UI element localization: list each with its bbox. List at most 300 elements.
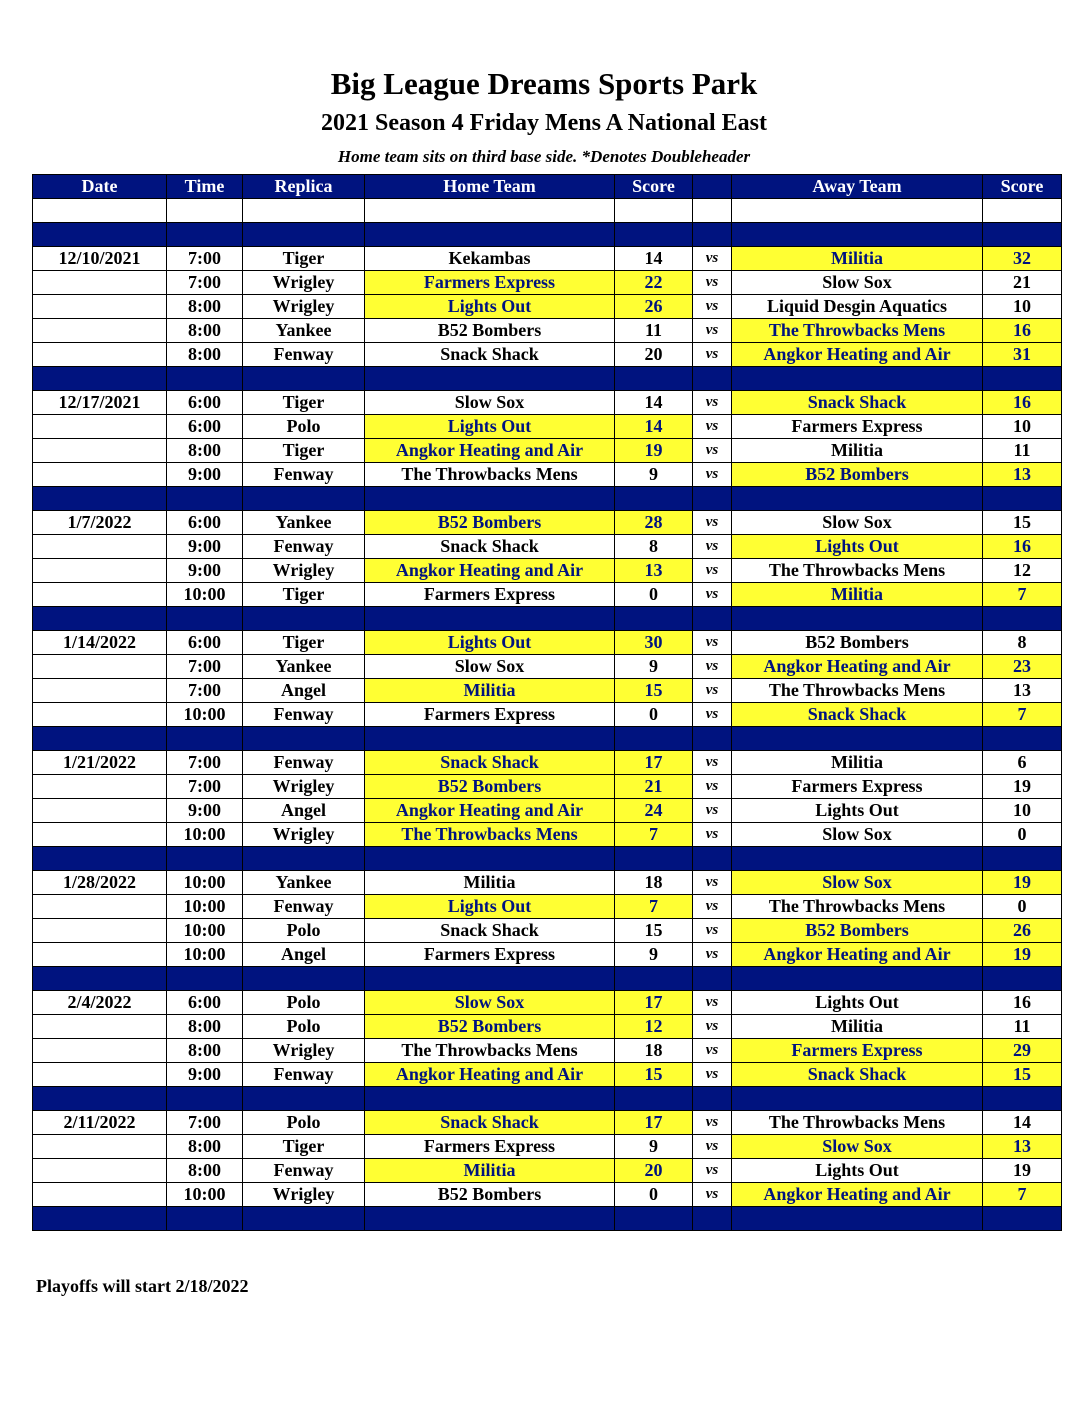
home-team: Angkor Heating and Air xyxy=(365,439,615,463)
game-time: 9:00 xyxy=(167,559,243,583)
away-team: Militia xyxy=(732,751,983,775)
week-separator-cell xyxy=(33,727,167,751)
home-score: 30 xyxy=(615,631,693,655)
week-separator-cell xyxy=(243,1207,365,1231)
game-row xyxy=(33,1135,1062,1159)
week-separator-cell xyxy=(365,727,615,751)
vs-label: vs xyxy=(693,247,732,271)
away-score: 23 xyxy=(983,655,1062,679)
away-team: Lights Out xyxy=(732,799,983,823)
game-time: 8:00 xyxy=(167,439,243,463)
game-replica: Fenway xyxy=(243,1063,365,1087)
away-score: 21 xyxy=(983,271,1062,295)
game-row xyxy=(33,319,1062,343)
game-row xyxy=(33,703,1062,727)
game-time: 10:00 xyxy=(167,943,243,967)
game-time: 10:00 xyxy=(167,919,243,943)
vs-label: vs xyxy=(693,751,732,775)
week-separator-cell xyxy=(732,847,983,871)
game-row xyxy=(33,799,1062,823)
away-score: 11 xyxy=(983,1015,1062,1039)
week-separator-cell xyxy=(365,1207,615,1231)
home-score: 22 xyxy=(615,271,693,295)
week-separator xyxy=(33,607,1062,631)
game-time: 8:00 xyxy=(167,295,243,319)
vs-label: vs xyxy=(693,583,732,607)
week-separator-cell xyxy=(243,223,365,247)
game-time: 8:00 xyxy=(167,1135,243,1159)
game-row xyxy=(33,895,1062,919)
week-separator-cell xyxy=(983,847,1062,871)
home-team: B52 Bombers xyxy=(365,511,615,535)
week-separator-cell xyxy=(33,1087,167,1111)
vs-label: vs xyxy=(693,439,732,463)
week-separator-cell xyxy=(615,607,693,631)
home-team: Angkor Heating and Air xyxy=(365,1063,615,1087)
game-time: 6:00 xyxy=(167,511,243,535)
away-score: 13 xyxy=(983,679,1062,703)
home-team: The Throwbacks Mens xyxy=(365,463,615,487)
game-replica: Fenway xyxy=(243,751,365,775)
away-team: B52 Bombers xyxy=(732,919,983,943)
home-score: 18 xyxy=(615,871,693,895)
game-row xyxy=(33,1159,1062,1183)
home-team: B52 Bombers xyxy=(365,319,615,343)
game-replica: Angel xyxy=(243,799,365,823)
game-date xyxy=(33,895,167,919)
game-replica: Angel xyxy=(243,679,365,703)
away-score: 16 xyxy=(983,319,1062,343)
away-team: Militia xyxy=(732,439,983,463)
game-time: 8:00 xyxy=(167,319,243,343)
game-row xyxy=(33,919,1062,943)
vs-label: vs xyxy=(693,271,732,295)
game-time: 8:00 xyxy=(167,1039,243,1063)
game-replica: Wrigley xyxy=(243,295,365,319)
home-team: Snack Shack xyxy=(365,751,615,775)
game-row xyxy=(33,583,1062,607)
game-date: 1/7/2022 xyxy=(33,511,167,535)
week-separator-cell xyxy=(615,967,693,991)
home-team: Farmers Express xyxy=(365,703,615,727)
home-team: Slow Sox xyxy=(365,655,615,679)
game-date: 1/28/2022 xyxy=(33,871,167,895)
week-separator-cell xyxy=(983,1207,1062,1231)
week-separator-cell xyxy=(732,1207,983,1231)
away-score: 31 xyxy=(983,343,1062,367)
home-score: 9 xyxy=(615,1135,693,1159)
vs-label: vs xyxy=(693,895,732,919)
game-time: 10:00 xyxy=(167,871,243,895)
blank-row-cell xyxy=(983,199,1062,223)
game-replica: Wrigley xyxy=(243,559,365,583)
game-replica: Fenway xyxy=(243,535,365,559)
away-score: 15 xyxy=(983,511,1062,535)
vs-label: vs xyxy=(693,463,732,487)
schedule-body xyxy=(33,199,1062,1231)
vs-label: vs xyxy=(693,1159,732,1183)
page-subtitle: 2021 Season 4 Friday Mens A National East xyxy=(320,110,768,136)
away-score: 7 xyxy=(983,1183,1062,1207)
home-score: 15 xyxy=(615,919,693,943)
game-replica: Wrigley xyxy=(243,775,365,799)
away-score: 13 xyxy=(983,1135,1062,1159)
home-score: 18 xyxy=(615,1039,693,1063)
vs-label: vs xyxy=(693,559,732,583)
week-separator-cell xyxy=(615,487,693,511)
col-header-replica: Replica xyxy=(243,175,365,199)
vs-label: vs xyxy=(693,295,732,319)
home-team: Farmers Express xyxy=(365,1135,615,1159)
away-team: The Throwbacks Mens xyxy=(732,679,983,703)
game-date xyxy=(33,1015,167,1039)
week-separator-cell xyxy=(615,1207,693,1231)
week-separator xyxy=(33,847,1062,871)
game-replica: Tiger xyxy=(243,1135,365,1159)
home-team: B52 Bombers xyxy=(365,1183,615,1207)
game-replica: Tiger xyxy=(243,439,365,463)
away-team: Slow Sox xyxy=(732,871,983,895)
game-replica: Wrigley xyxy=(243,271,365,295)
game-row xyxy=(33,1063,1062,1087)
vs-label: vs xyxy=(693,535,732,559)
week-separator-cell xyxy=(167,967,243,991)
game-replica: Polo xyxy=(243,415,365,439)
away-score: 10 xyxy=(983,799,1062,823)
col-header-home-score: Score xyxy=(615,175,693,199)
game-date: 1/21/2022 xyxy=(33,751,167,775)
home-team: The Throwbacks Mens xyxy=(365,1039,615,1063)
vs-label: vs xyxy=(693,391,732,415)
game-date xyxy=(33,319,167,343)
game-time: 6:00 xyxy=(167,391,243,415)
game-date xyxy=(33,1135,167,1159)
home-team: Snack Shack xyxy=(365,535,615,559)
away-team: B52 Bombers xyxy=(732,631,983,655)
blank-row-cell xyxy=(33,199,167,223)
home-score: 28 xyxy=(615,511,693,535)
game-replica: Tiger xyxy=(243,631,365,655)
away-score: 0 xyxy=(983,895,1062,919)
week-separator-cell xyxy=(33,487,167,511)
game-row xyxy=(33,415,1062,439)
home-score: 19 xyxy=(615,439,693,463)
game-date xyxy=(33,703,167,727)
home-team: Snack Shack xyxy=(365,343,615,367)
vs-label: vs xyxy=(693,1063,732,1087)
week-separator-cell xyxy=(365,607,615,631)
home-score: 17 xyxy=(615,751,693,775)
game-row xyxy=(33,391,1062,415)
home-score: 0 xyxy=(615,583,693,607)
home-team: Lights Out xyxy=(365,631,615,655)
game-date xyxy=(33,295,167,319)
game-time: 9:00 xyxy=(167,799,243,823)
game-time: 7:00 xyxy=(167,679,243,703)
game-date xyxy=(33,535,167,559)
home-score: 17 xyxy=(615,991,693,1015)
game-date xyxy=(33,1063,167,1087)
game-replica: Tiger xyxy=(243,247,365,271)
game-date xyxy=(33,919,167,943)
game-time: 7:00 xyxy=(167,1111,243,1135)
game-time: 9:00 xyxy=(167,535,243,559)
week-separator-cell xyxy=(732,1087,983,1111)
away-team: Lights Out xyxy=(732,1159,983,1183)
away-team: Militia xyxy=(732,247,983,271)
game-time: 7:00 xyxy=(167,271,243,295)
away-team: Angkor Heating and Air xyxy=(732,343,983,367)
game-date xyxy=(33,271,167,295)
week-separator-cell xyxy=(243,367,365,391)
col-header-vs xyxy=(693,175,732,199)
game-row xyxy=(33,871,1062,895)
week-separator-cell xyxy=(983,367,1062,391)
week-separator-cell xyxy=(693,607,732,631)
week-separator xyxy=(33,967,1062,991)
week-separator-cell xyxy=(365,223,615,247)
home-score: 9 xyxy=(615,463,693,487)
away-score: 7 xyxy=(983,703,1062,727)
home-score: 15 xyxy=(615,679,693,703)
game-date xyxy=(33,943,167,967)
vs-label: vs xyxy=(693,1015,732,1039)
game-time: 6:00 xyxy=(167,415,243,439)
week-separator-cell xyxy=(33,967,167,991)
home-score: 9 xyxy=(615,655,693,679)
week-separator-cell xyxy=(732,967,983,991)
vs-label: vs xyxy=(693,991,732,1015)
week-separator-cell xyxy=(167,607,243,631)
home-score: 20 xyxy=(615,343,693,367)
away-score: 11 xyxy=(983,439,1062,463)
game-time: 10:00 xyxy=(167,895,243,919)
week-separator-cell xyxy=(983,487,1062,511)
col-header-home-team: Home Team xyxy=(365,175,615,199)
away-score: 19 xyxy=(983,943,1062,967)
game-time: 8:00 xyxy=(167,343,243,367)
away-score: 8 xyxy=(983,631,1062,655)
week-separator-cell xyxy=(732,367,983,391)
vs-label: vs xyxy=(693,799,732,823)
week-separator-cell xyxy=(983,1087,1062,1111)
game-row xyxy=(33,271,1062,295)
game-date: 2/4/2022 xyxy=(33,991,167,1015)
week-separator-cell xyxy=(365,967,615,991)
week-separator-cell xyxy=(615,223,693,247)
away-team: The Throwbacks Mens xyxy=(732,895,983,919)
week-separator-cell xyxy=(693,967,732,991)
away-team: Liquid Desgin Aquatics xyxy=(732,295,983,319)
away-team: Militia xyxy=(732,583,983,607)
week-separator xyxy=(33,727,1062,751)
game-time: 7:00 xyxy=(167,751,243,775)
game-replica: Polo xyxy=(243,919,365,943)
home-score: 11 xyxy=(615,319,693,343)
home-team: Militia xyxy=(365,871,615,895)
vs-label: vs xyxy=(693,679,732,703)
week-separator-cell xyxy=(33,1207,167,1231)
home-score: 12 xyxy=(615,1015,693,1039)
away-score: 16 xyxy=(983,991,1062,1015)
away-team: Lights Out xyxy=(732,991,983,1015)
game-row xyxy=(33,751,1062,775)
week-separator-cell xyxy=(33,367,167,391)
week-separator-cell xyxy=(732,607,983,631)
game-date xyxy=(33,463,167,487)
vs-label: vs xyxy=(693,343,732,367)
blank-row-cell xyxy=(365,199,615,223)
blank-row xyxy=(33,199,1062,223)
away-team: The Throwbacks Mens xyxy=(732,319,983,343)
home-score: 14 xyxy=(615,391,693,415)
game-time: 6:00 xyxy=(167,991,243,1015)
away-team: Snack Shack xyxy=(732,391,983,415)
game-row xyxy=(33,247,1062,271)
away-team: Lights Out xyxy=(732,535,983,559)
game-date xyxy=(33,799,167,823)
game-time: 10:00 xyxy=(167,583,243,607)
game-row xyxy=(33,511,1062,535)
page-note: Home team sits on third base side. *Denotes Doubleheader xyxy=(337,147,751,166)
away-score: 7 xyxy=(983,583,1062,607)
week-separator xyxy=(33,367,1062,391)
home-team: Lights Out xyxy=(365,415,615,439)
game-time: 8:00 xyxy=(167,1015,243,1039)
game-row xyxy=(33,439,1062,463)
blank-row-cell xyxy=(615,199,693,223)
week-separator-cell xyxy=(167,1207,243,1231)
away-score: 10 xyxy=(983,415,1062,439)
week-separator-cell xyxy=(693,487,732,511)
away-score: 0 xyxy=(983,823,1062,847)
col-header-time: Time xyxy=(167,175,243,199)
col-header-away-team: Away Team xyxy=(732,175,983,199)
vs-label: vs xyxy=(693,775,732,799)
home-score: 8 xyxy=(615,535,693,559)
home-score: 20 xyxy=(615,1159,693,1183)
home-score: 0 xyxy=(615,703,693,727)
home-team: Lights Out xyxy=(365,295,615,319)
game-replica: Polo xyxy=(243,991,365,1015)
away-score: 19 xyxy=(983,1159,1062,1183)
home-team: Slow Sox xyxy=(365,991,615,1015)
home-score: 17 xyxy=(615,1111,693,1135)
home-team: Farmers Express xyxy=(365,943,615,967)
game-row xyxy=(33,1015,1062,1039)
game-replica: Wrigley xyxy=(243,1183,365,1207)
col-header-away-score: Score xyxy=(983,175,1062,199)
game-row xyxy=(33,1183,1062,1207)
game-date xyxy=(33,823,167,847)
game-date: 2/11/2022 xyxy=(33,1111,167,1135)
game-time: 7:00 xyxy=(167,655,243,679)
game-row xyxy=(33,343,1062,367)
home-team: B52 Bombers xyxy=(365,1015,615,1039)
away-team: Snack Shack xyxy=(732,1063,983,1087)
away-team: Angkor Heating and Air xyxy=(732,655,983,679)
home-team: Militia xyxy=(365,679,615,703)
vs-label: vs xyxy=(693,319,732,343)
week-separator-cell xyxy=(167,487,243,511)
week-separator-cell xyxy=(693,367,732,391)
game-time: 9:00 xyxy=(167,1063,243,1087)
week-separator xyxy=(33,1207,1062,1231)
home-team: Lights Out xyxy=(365,895,615,919)
game-replica: Wrigley xyxy=(243,1039,365,1063)
home-score: 26 xyxy=(615,295,693,319)
week-separator-cell xyxy=(983,607,1062,631)
home-score: 7 xyxy=(615,823,693,847)
game-replica: Fenway xyxy=(243,343,365,367)
away-score: 12 xyxy=(983,559,1062,583)
home-score: 9 xyxy=(615,943,693,967)
blank-row-cell xyxy=(693,199,732,223)
away-score: 10 xyxy=(983,295,1062,319)
home-team: Angkor Heating and Air xyxy=(365,559,615,583)
game-date xyxy=(33,1039,167,1063)
week-separator-cell xyxy=(33,223,167,247)
blank-row-cell xyxy=(167,199,243,223)
game-time: 8:00 xyxy=(167,1159,243,1183)
week-separator-cell xyxy=(983,967,1062,991)
away-team: Militia xyxy=(732,1015,983,1039)
week-separator-cell xyxy=(167,727,243,751)
game-time: 10:00 xyxy=(167,1183,243,1207)
week-separator-cell xyxy=(365,1087,615,1111)
game-time: 10:00 xyxy=(167,703,243,727)
game-replica: Wrigley xyxy=(243,823,365,847)
game-date xyxy=(33,655,167,679)
game-row xyxy=(33,463,1062,487)
vs-label: vs xyxy=(693,1135,732,1159)
week-separator-cell xyxy=(615,367,693,391)
game-row xyxy=(33,559,1062,583)
game-time: 6:00 xyxy=(167,631,243,655)
home-team: Farmers Express xyxy=(365,271,615,295)
week-separator-cell xyxy=(167,223,243,247)
game-row xyxy=(33,655,1062,679)
game-replica: Angel xyxy=(243,943,365,967)
home-team: B52 Bombers xyxy=(365,775,615,799)
away-score: 16 xyxy=(983,535,1062,559)
week-separator-cell xyxy=(243,727,365,751)
vs-label: vs xyxy=(693,943,732,967)
week-separator-cell xyxy=(732,487,983,511)
vs-label: vs xyxy=(693,823,732,847)
home-team: Slow Sox xyxy=(365,391,615,415)
home-team: Snack Shack xyxy=(365,1111,615,1135)
away-team: Slow Sox xyxy=(732,823,983,847)
game-row xyxy=(33,1111,1062,1135)
away-team: Snack Shack xyxy=(732,703,983,727)
week-separator-cell xyxy=(693,1207,732,1231)
away-team: Farmers Express xyxy=(732,1039,983,1063)
vs-label: vs xyxy=(693,415,732,439)
game-row xyxy=(33,991,1062,1015)
home-score: 24 xyxy=(615,799,693,823)
vs-label: vs xyxy=(693,871,732,895)
week-separator-cell xyxy=(167,847,243,871)
week-separator-cell xyxy=(693,1087,732,1111)
home-score: 0 xyxy=(615,1183,693,1207)
game-date xyxy=(33,775,167,799)
away-team: Angkor Heating and Air xyxy=(732,1183,983,1207)
week-separator-cell xyxy=(243,967,365,991)
vs-label: vs xyxy=(693,703,732,727)
away-team: Farmers Express xyxy=(732,415,983,439)
week-separator-cell xyxy=(167,367,243,391)
